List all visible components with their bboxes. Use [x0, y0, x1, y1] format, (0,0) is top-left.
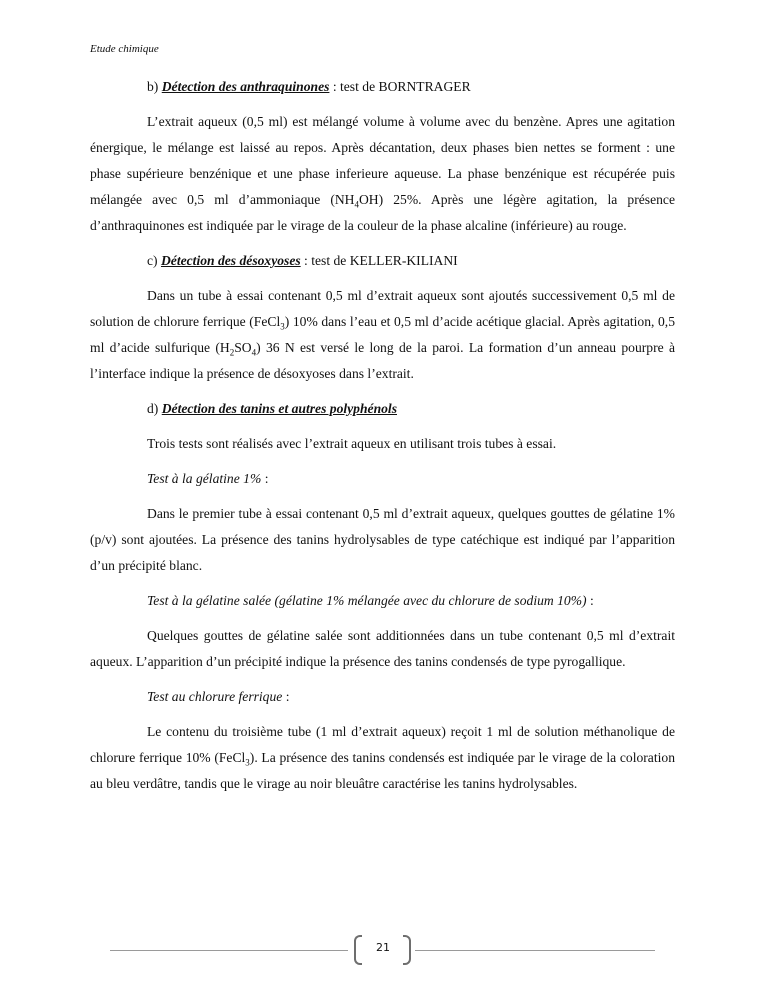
section-heading-tanins: d) Détection des tanins et autres polyphénols — [147, 401, 397, 416]
page-number: 21 — [376, 941, 390, 954]
section-title: Détection des anthraquinones — [161, 79, 330, 94]
section-title: Détection des tanins et autres polyphénols — [161, 401, 397, 416]
section-heading-desoxyoses: c) Détection des désoxyoses : test de KELLER-KILIANI — [147, 253, 458, 268]
paragraph-anthraquinones: L’extrait aqueux (0,5 ml) est mélangé volume à volume avec du benzène. Apres une agitation énergique, le mélange est laissé au repos. Après décantation, deux phases bien nettes se forment : une phase supérieure benzénique et une phase inferieure aqueuse. La phase benzénique est récupérée puis mélangée avec 0,5 ml d’ammoniaque $(NH_4OH)$ 25%. Après une légère agitation, la présence d’anthraquinones est indiquée par le virage de la couleur de la phase alcaline (inférieure) au rouge. — [90, 114, 675, 233]
page-footer — [110, 935, 655, 969]
running-header: Etude chimique — [90, 43, 159, 55]
right-brace-icon — [403, 935, 411, 965]
paragraph-test-gelatine-salee: Quelques gouttes de gélatine salée sont additionnées dans un tube contenant 0,5 ml d’extrait aqueux. L’apparition d’un précipité indique la présence des tanins condensés de type pyrogallique. — [90, 628, 675, 669]
footer-rule-left — [110, 950, 348, 951]
test-heading-chlorure-ferrique: Test au chlorure ferrique : — [147, 689, 290, 704]
paragraph-test-chlorure-ferrique: Le contenu du troisième tube (1 ml d’extrait aqueux) reçoit 1 ml de solution méthanolique de chlorure ferrique 10% (FeCl$_3$). La présence des tanins condensés est indiquée par le virage de la coloration au bleu verdâtre, tandis que le virage au noir bleuâtre caractérise les tanins hydrolysables. — [90, 724, 675, 791]
section-heading-anthraquinones: b) Détection des anthraquinones : test de BORNTRAGER — [147, 79, 471, 94]
test-heading-gelatine: Test à la gélatine 1% : — [147, 471, 269, 486]
paragraph-test-gelatine: Dans le premier tube à essai contenant 0,5 ml d’extrait aqueux, quelques gouttes de gélatine 1% (p/v) sont ajoutées. La présence des tanins hydrolysables de type catéchique est indiqué par l’apparition d’un précipité blanc. — [90, 506, 675, 573]
left-brace-icon — [354, 935, 362, 965]
section-title: Détection des désoxyoses — [160, 253, 301, 268]
document-body — [90, 74, 675, 806]
paragraph-desoxyoses: Dans un tube à essai contenant 0,5 ml d’extrait aqueux sont ajoutés successivement 0,5 ml de solution de chlorure ferrique (FeCl$_3$) 10% dans l’eau et 0,5 ml d’acide acétique glacial. Après agitation, 0,5 ml d’acide sulfurique $(H_2SO_4)$ 36 N est versé le long de la paroi. La formation d’un anneau pourpre à l’interface indique la présence de désoxyoses dans l’extrait. — [90, 288, 675, 381]
footer-rule-right — [415, 950, 655, 951]
paragraph-tanins-intro: Trois tests sont réalisés avec l’extrait aqueux en utilisant trois tubes à essai. — [147, 436, 557, 451]
test-heading-gelatine-salee: Test à la gélatine salée (gélatine 1% mélangée avec du chlorure de sodium 10%) : — [147, 593, 594, 608]
